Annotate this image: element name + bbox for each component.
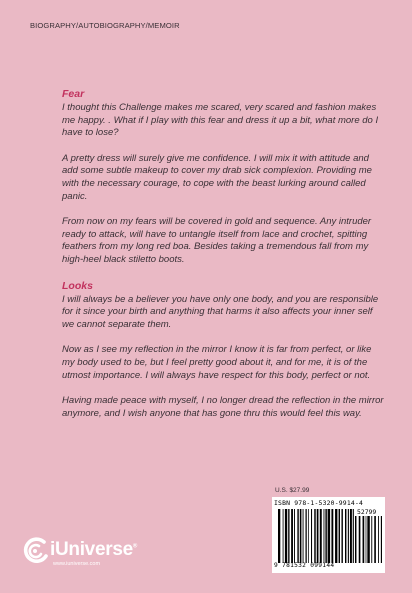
- barcode-bar: [359, 516, 361, 563]
- barcode-bar: [283, 509, 284, 563]
- barcode-bar: [335, 509, 337, 563]
- publisher-url: www.iuniverse.com: [53, 561, 101, 567]
- barcode-bar: [306, 509, 307, 563]
- paragraph: Having made peace with myself, I no longer dread the reflection in the mirror anymore, and I wish anyone that has gone thru this would feel this way.: [62, 395, 384, 419]
- ean-barcode-bars: [278, 509, 354, 563]
- barcode-bar: [314, 509, 315, 563]
- barcode-bar: [350, 509, 352, 563]
- section-heading: Looks: [62, 279, 93, 292]
- barcode-bar: [341, 509, 342, 563]
- price-code-text: 52799: [357, 508, 377, 516]
- barcode-bar: [317, 509, 319, 563]
- barcode-bar: [367, 516, 369, 563]
- barcode-bar: [308, 509, 309, 563]
- barcode-bar: [374, 516, 376, 563]
- price-code-bars: [355, 516, 382, 563]
- publisher-name: iUniverse®: [50, 539, 137, 560]
- barcode-bar: [378, 516, 379, 563]
- barcode-bar: [355, 516, 356, 563]
- barcode-bar: [345, 509, 346, 563]
- paragraph: I will always be a believer you have only one body, and you are responsible for it since your birth and anything that harms it also affects your inner self we cannot separate them.: [62, 293, 379, 330]
- barcode-bar: [297, 509, 298, 563]
- paragraph: Now as I see my reflection in the mirror I know it is far from perfect, or like my body used to be, but I feel pretty good about it, and for me, it is of the utmost importance. I will always have respect for this body, perfect or not.: [62, 344, 372, 381]
- barcode-bar: [381, 516, 382, 563]
- barcode-bar: [324, 509, 325, 563]
- back-cover-text: [62, 88, 384, 433]
- genre-label: BIOGRAPHY/AUTOBIOGRAPHY/MEMOIR: [30, 21, 180, 30]
- ean-number-text: 9 781532 099144: [274, 562, 335, 569]
- barcode-bar: [320, 509, 322, 563]
- barcode-bar: [288, 509, 289, 563]
- barcode-bar: [328, 509, 331, 563]
- barcode-bar: [363, 516, 365, 563]
- barcode-bar: [311, 509, 312, 563]
- barcode-bar: [331, 509, 333, 563]
- barcode-bar: [291, 509, 293, 563]
- section-heading: Fear: [62, 88, 85, 100]
- barcode-bar: [294, 509, 295, 563]
- barcode-bar: [325, 509, 326, 563]
- barcode-bar: [348, 509, 349, 563]
- paragraph: From now on my fears will be covered in gold and sequence. Any intruder ready to attack, will have to untangle itself from lace and crochet, spitting feathers from my long red boa. Besides taking a tremendous fall from my high-heel black stiletto boots.: [62, 216, 372, 265]
- barcode-bar: [339, 509, 340, 563]
- barcode-bar: [366, 516, 367, 563]
- iuniverse-swirl-icon: [20, 536, 50, 566]
- price-label: U.S. $27.99: [275, 487, 310, 494]
- barcode-bar: [353, 509, 354, 563]
- barcode-bar: [285, 509, 287, 563]
- barcode-bar: [278, 509, 280, 563]
- paragraph: I thought this Challenge makes me scared, very scared and fashion makes me happy. . What if I play with this fear and dress it up a bit, what more do I have to lose?: [62, 102, 379, 139]
- paragraph: A pretty dress will surely give me confidence. I will mix it with attitude and add some subtle makeup to cover my drab sick complexion. Providing me with the necessary courage, to cope with the beast lurking around called panic.: [62, 152, 372, 202]
- section-fear: [62, 88, 384, 267]
- section-looks: [62, 280, 384, 421]
- barcode-bar: [371, 516, 372, 563]
- barcode-bar: [303, 509, 304, 563]
- barcode-bar: [300, 509, 302, 563]
- isbn-text: ISBN 978-1-5320-9914-4: [274, 499, 364, 507]
- barcode: [272, 497, 385, 573]
